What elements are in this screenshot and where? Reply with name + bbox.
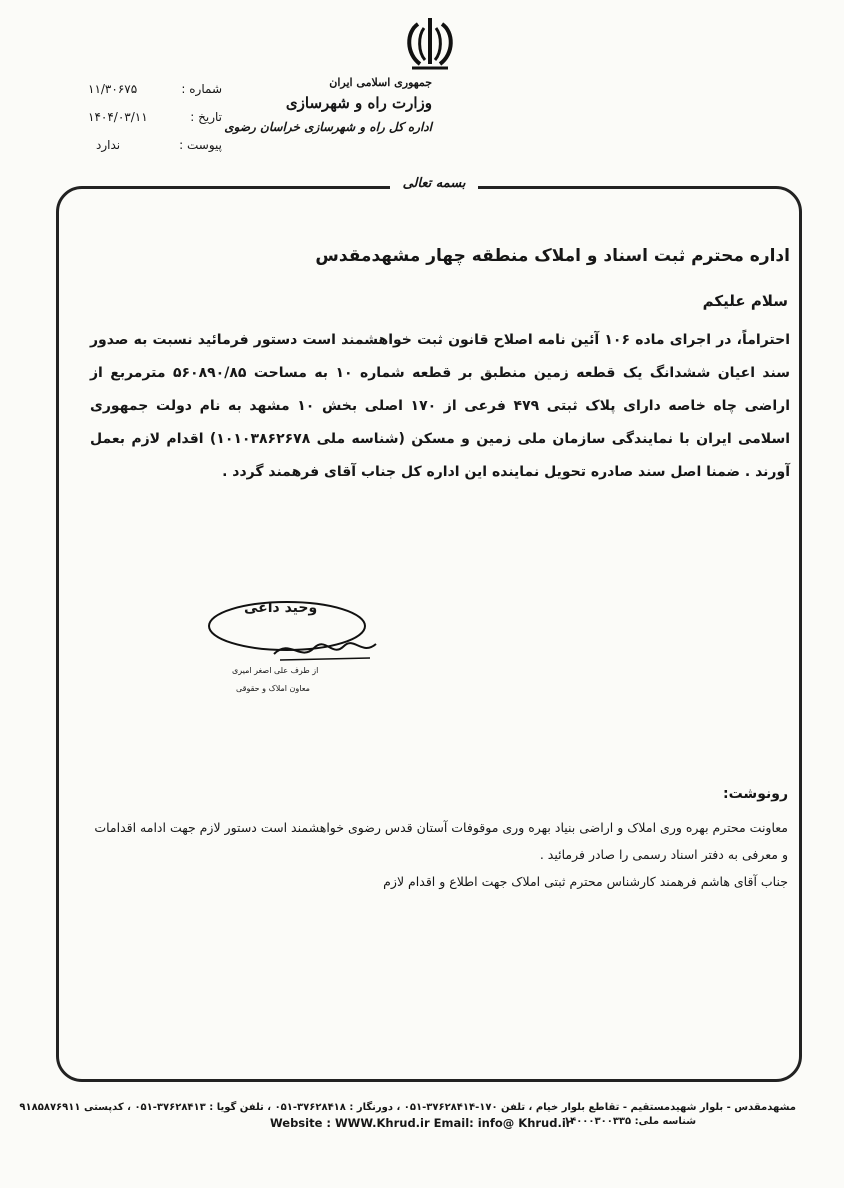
number-value: ۱۱/۳۰۶۷۵: [88, 82, 138, 96]
gov-line-republic: جمهوری اسلامی ایران: [329, 76, 432, 89]
cc-item: معاونت محترم بهره وری املاک و اراضی بنیاد بهره وری موقوفات آستان قدس رضوی خواهشمند است دستور لازم جهت ادامه اقدامات و معرفی به دفتر اسناد رسمی را صادر فرمائید .: [94, 820, 788, 862]
cc-title: رونوشت:: [723, 786, 788, 802]
date-label: تاریخ :: [190, 110, 222, 124]
greeting: سلام علیکم: [702, 292, 788, 310]
cc-list: [90, 814, 788, 895]
cc-item: جناب آقای هاشم فرهمند کارشناس محترم ثبتی املاک جهت اطلاع و اقدام لازم: [383, 874, 788, 889]
footer-national-id: شناسه ملی: ۱۴۰۰۰۳۰۰۳۳۵: [564, 1116, 697, 1127]
signer-name: وحید داعی: [244, 600, 318, 616]
attachment-label: پیوست :: [179, 138, 222, 152]
footer-address: مشهدمقدس - بلوار شهیدمستقیم - تقاطع بلوار خیام ، تلفن ۱۷۰-۳۷۶۲۸۴۱۴-۰۵۱ ، دورنگار : ۳۷۶۲۸۴۱۸-۰۵۱ ، تلفن گویا : ۳۷۶۲۸۴۱۳-۰۵۱ ، کدپستی ۹۱۸۵۸۷۶۹۱۱: [19, 1102, 796, 1113]
letter-frame: [56, 186, 802, 1082]
letter-body: احتراماً، در اجرای ماده ۱۰۶ آئین نامه اصلاح قانون ثبت خواهشمند است دستور فرمائید نسبت به صدور سند اعیان ششدانگ یک قطعه زمین منطبق بر قطعه شماره ۱۰ به مساحت ۵۶۰۸۹۰/۸۵ مترمربع از اراضی چاه خاصه دارای پلاک ثبتی ۴۷۹ فرعی از ۱۷۰ اصلی بخش ۱۰ مشهد به نام دولت جمهوری اسلامی ایران با نمایندگی سازمان ملی زمین و مسکن (شناسه ملی ۱۰۱۰۳۸۶۲۶۷۸) اقدام لازم بعمل آورند . ضمنا اصل سند صادره تحویل نماینده این اداره کل جناب آقای فرهمند گردد .: [90, 332, 791, 480]
signature-title: معاون املاک و حقوقی: [236, 684, 310, 693]
number-label: شماره :: [181, 82, 222, 96]
addressee: اداره محترم ثبت اسناد و املاک منطقه چهار مشهدمقدس: [315, 246, 790, 266]
basmala: بسمه تعالی: [390, 176, 478, 191]
date-value: ۱۴۰۴/۰۳/۱۱: [88, 110, 148, 124]
signature-scribble: [270, 628, 380, 668]
gov-line-department: اداره کل راه و شهرسازی خراسان رضوی: [224, 120, 432, 134]
signature-on-behalf: از طرف علی اصغر امیری: [232, 666, 319, 675]
attachment-value: ندارد: [96, 138, 121, 152]
iran-emblem-icon: [398, 14, 462, 72]
footer-web: Website : WWW.Khrud.ir Email: info@ Khrud.ir: [270, 1116, 572, 1130]
gov-line-ministry: وزارت راه و شهرسازی: [285, 94, 432, 112]
